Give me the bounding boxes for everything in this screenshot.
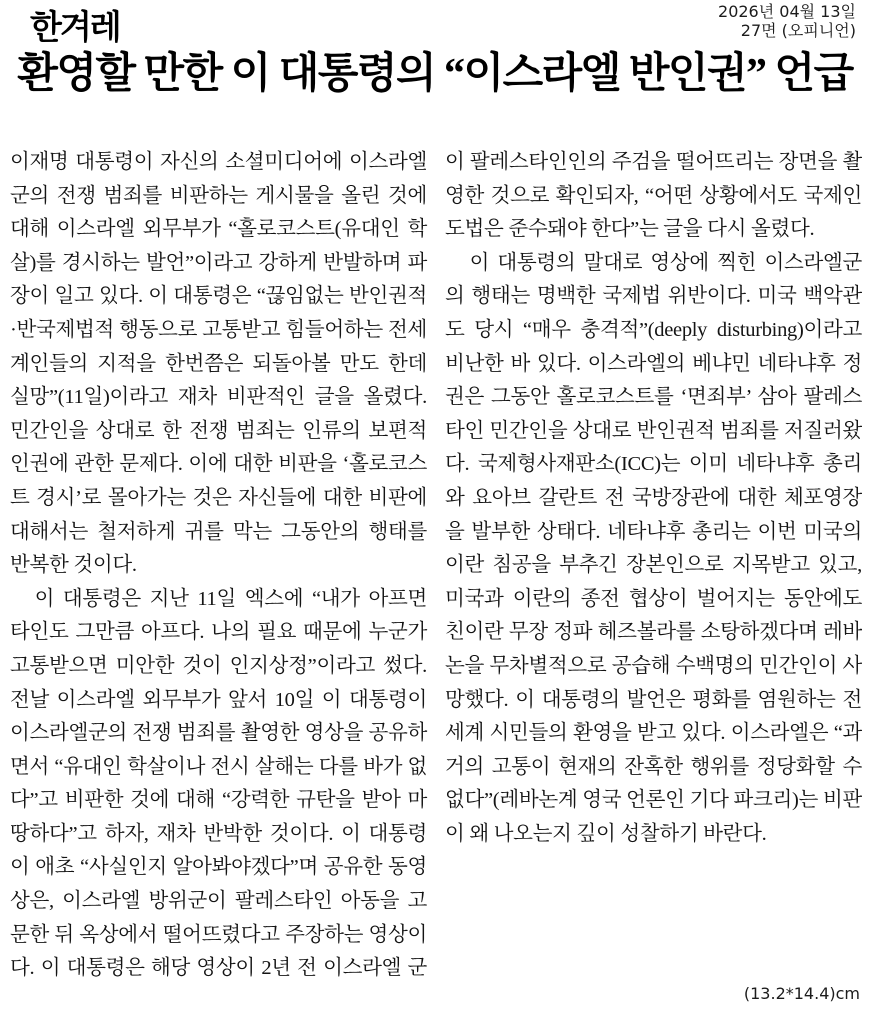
hankyoreh-masthead-logo: 한겨레: [30, 7, 120, 47]
article-paragraph-1: 이재명 대통령이 자신의 소셜미디어에 이스라엘군의 전쟁 범죄를 비판하는 게시물을 올린 것에 대해 이스라엘 외무부가 “홀로코스트(유대인 학살)를 경시하는 발언”이라고 강하게 반발하며 파장이 일고 있다. 이 대통령은 “끊임없는 반인권적·반국제법적 행동으로 고통받고 힘들어하는 전세계인들의 지적을 한번쯤은 되돌아볼 만도 한데 실망”(11일)이라고 재차 비판적인 글을 올렸다. 민간인을 상대로 한 전쟁 범죄는 인류의 보편적 인권에 관한 문제다. 이에 대한 비판을 ‘홀로코스트 경시’로 몰아가는 것은 자신들에 대한 비판에 대해서는 철저하게 귀를 막는 그동안의 행태를 반복한 것이다.: [10, 151, 427, 577]
article-paragraph-3: 이 대통령의 말대로 영상에 찍힌 이스라엘군의 행태는 명백한 국제법 위반이다. 미국 백악관도 당시 “매우 충격적”(deeply disturbing)이라고 비난한 바 있다. 이스라엘의 베냐민 네타냐후 정권은 그동안 홀로코스트를 ‘면죄부’ 삼아 팔레스타인 민간인을 상대로 반인권적 범죄를 저질러왔다. 국제형사재판소(ICC)는 이미 네타냐후 총리와 요아브 갈란트 전 국방장관에 대한 체포영장을 발부한 상태다. 네타냐후 총리는 이번 미국의 이란 침공을 부추긴 장본인으로 지목받고 있고, 미국과 이란의 종전 협상이 벌어지는 동안에도 친이란 무장 정파 헤즈볼라를 소탕하겠다며 레바논을 무차별적으로 공습해 수백명의 민간인이 사망했다. 이 대통령의 발언은 평화를 염원하는 전세계 시민들의 환영을 받고 있다. 이스라엘은 “과거의 고통이 현재의 잔혹한 행위를 정당화할 수 없다”(레바논계 영국 언론인 기다 파크리)는 비판이 왜 나오는지 깊이 성찰하기 바란다.: [445, 251, 862, 845]
page-section-info: 27면 (오피니언): [740, 21, 856, 40]
article-paragraph-2: 이 대통령은 지난 11일 엑스에 “내가 아프면 타인도 그만큼 아프다. 나의 필요 때문에 누군가 고통받으면 미안한 것이 인지상정”이라고 썼다. 전날 이스라엘 외무부가 앞서 10일 이 대통령이 이스라엘군의 전쟁 범죄를 촬영한 영상을 공유하면서 “유대인 학살이나 전시 살해는 다를 바가 없다”고 비판한 것에 대해 “강력한 규탄을 받아 마땅하다”고 하자, 재차 반박한 것이다. 이 대통령이 애초 “사실인지 알아봐야겠다”며 공유한 동영상은, 이스라엘 방위군이 팔레스타인 아동을 고문한 뒤 옥상에서 떨어뜨렸다고 주장하는 영상이다. 이 대통령은 해당 영상이 2년 전 이스라엘 군이 팔레스타인인의 주검을 떨어뜨리는 장면을 촬영한 것으로 확인되자, “어떤 상황에서도 국제인도법은 준수돼야 한다”는 글을 다시 올렸다.: [10, 151, 862, 980]
article-headline: 환영할 만한 이 대통령의 “이스라엘 반인권” 언급: [17, 51, 853, 97]
publication-date: 2026년 04월 13일: [718, 2, 856, 21]
clipping-dimensions-note: (13.2*14.4)cm: [743, 984, 860, 1003]
article-body: [10, 146, 862, 990]
dateline: [718, 2, 856, 40]
